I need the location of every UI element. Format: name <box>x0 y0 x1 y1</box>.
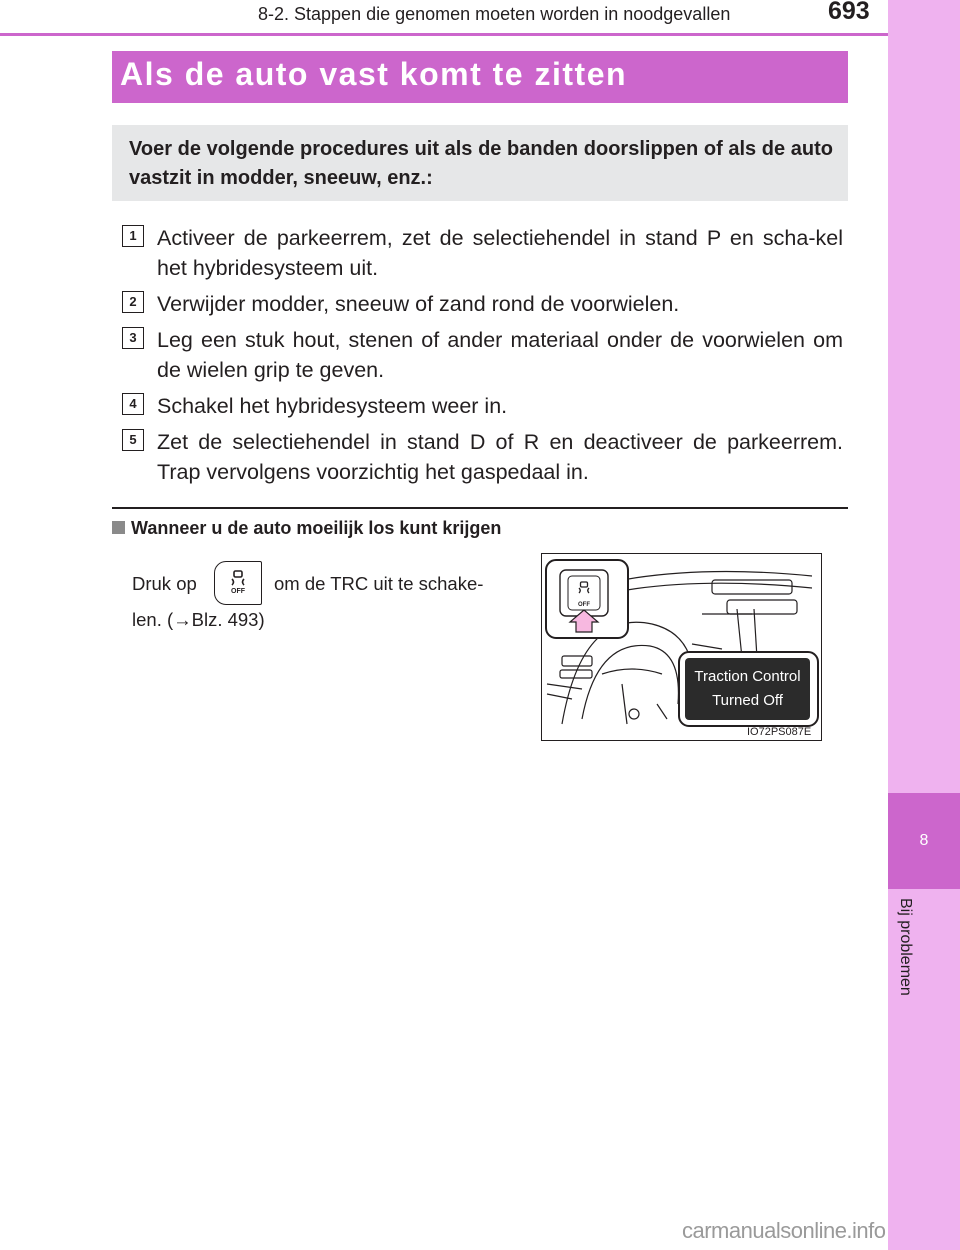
step-text: Activeer de parkeerrem, zet de selectiehendel in stand P en scha-kel het hybridesysteem uit. <box>157 226 843 280</box>
running-header: 8-2. Stappen die genomen moeten worden in noodgevallen <box>258 4 731 24</box>
illustration-code: IO72PS087E <box>747 726 812 738</box>
subsection-heading-text: Wanneer u de auto moeilijk los kunt krijgen <box>131 518 502 538</box>
intro-text: Voer de volgende procedures uit als de banden doorslippen of als de auto vastzit in modder, sneeuw, enz.: <box>129 138 833 189</box>
step-text: Schakel het hybridesysteem weer in. <box>157 394 508 418</box>
chapter-side-strip <box>888 0 960 1250</box>
step-text: Verwijder modder, sneeuw of zand rond de voorwielen. <box>157 292 680 316</box>
chapter-label: Bij problemen <box>897 898 914 996</box>
square-bullet-icon <box>112 521 125 534</box>
display-line-2: Turned Off <box>712 692 783 709</box>
body-text-before-icon: Druk op <box>132 573 197 594</box>
svg-text:OFF: OFF <box>231 588 245 595</box>
trc-off-button-icon <box>214 561 262 605</box>
body-text-line2: len. (→Blz. 493) <box>132 609 265 630</box>
display-line-1: Traction Control <box>694 668 801 685</box>
svg-text:OFF: OFF <box>578 602 590 608</box>
trc-display-message <box>685 658 810 720</box>
step-text: Leg een stuk hout, stenen of ander materiaal onder de voorwielen om de wielen grip te geven. <box>157 328 843 382</box>
dashboard-illustration <box>541 553 822 741</box>
section-title-bar <box>112 51 848 103</box>
step-number: 2 <box>122 291 144 313</box>
section-divider <box>112 507 848 509</box>
intro-box <box>112 125 848 201</box>
header-rule <box>0 33 888 36</box>
step-number: 1 <box>122 225 144 247</box>
step-number: 4 <box>122 393 144 415</box>
step-text: Zet de selectiehendel in stand D of R en deactiveer de parkeerrem. Trap vervolgens voorzichtig het gaspedaal in. <box>157 430 843 484</box>
step-number: 5 <box>122 429 144 451</box>
chapter-number: 8 <box>919 832 929 849</box>
watermark-text: carmanualsonline.info <box>682 1218 886 1243</box>
subsection-heading <box>112 518 501 539</box>
step-number: 3 <box>122 327 144 349</box>
body-text-after-icon: om de TRC uit te schake- <box>274 573 484 594</box>
page-number: 693 <box>828 0 870 25</box>
section-title: Als de auto vast komt te zitten <box>120 56 628 92</box>
